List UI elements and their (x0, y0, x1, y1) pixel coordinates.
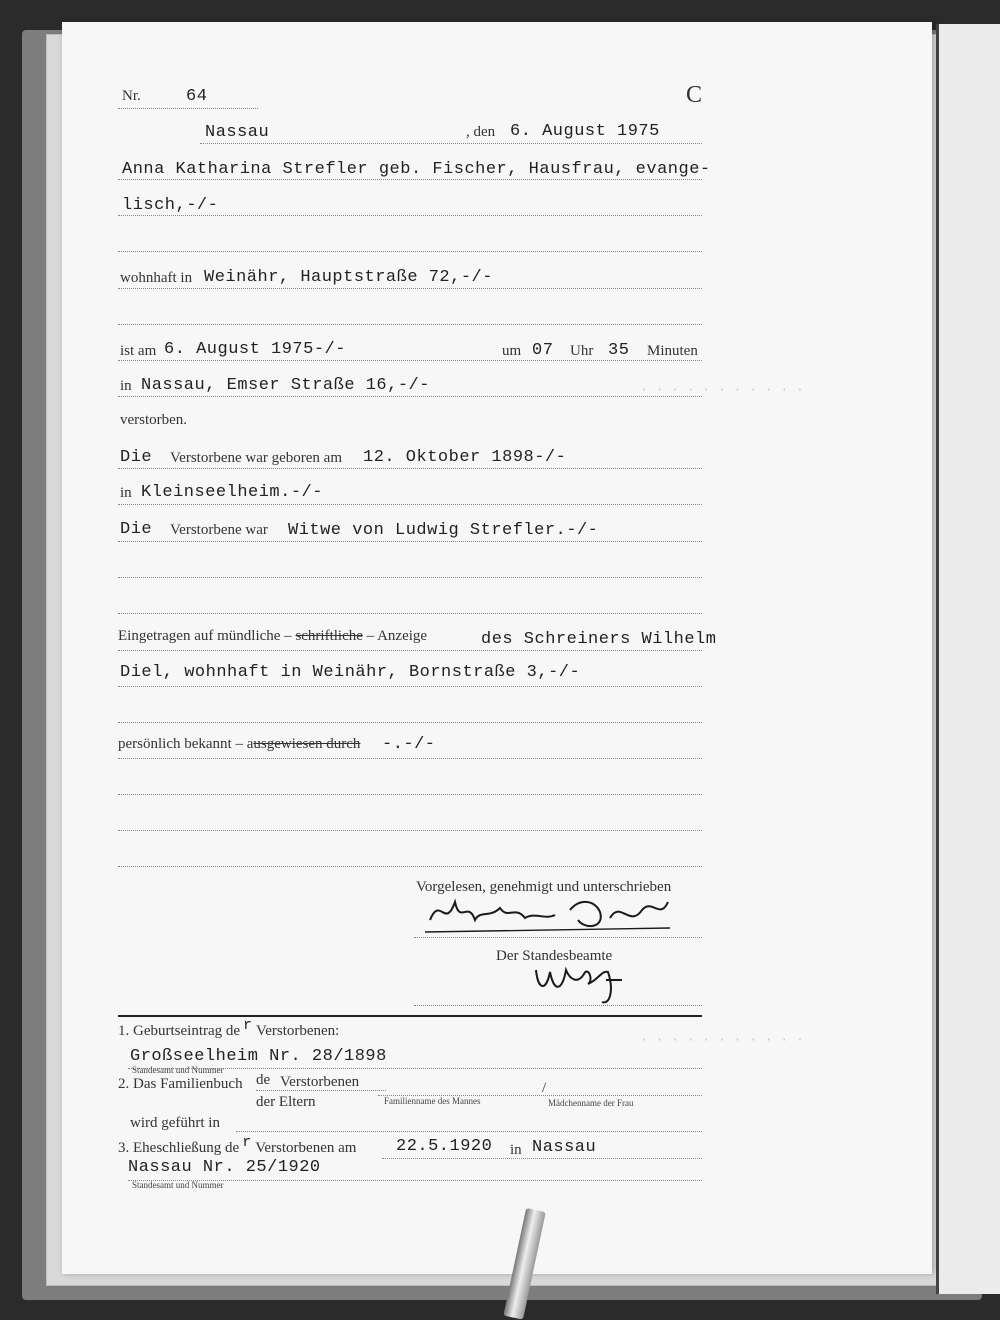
person-line-1: Anna Katharina Strefler geb. Fischer, Hausfrau, evange- (122, 160, 711, 179)
footer-item-2-caption-b: Mädchenname der Frau (548, 1098, 634, 1108)
uhr-label: Uhr (570, 343, 594, 359)
person-line-2: lisch,-/- (122, 196, 219, 215)
footer-item-1-text2: Verstorbenen: (256, 1023, 340, 1039)
birth-place-label: in (120, 485, 132, 501)
footer-item-2-eltern: der Eltern (256, 1094, 316, 1110)
nr-line (118, 108, 258, 109)
footer-item-3-suffix: r (242, 1134, 252, 1151)
birth-date: 12. Oktober 1898-/- (363, 448, 567, 467)
ruled-line (118, 468, 702, 469)
footer-item-2-slash: / (542, 1080, 547, 1096)
ruled-line (118, 758, 702, 759)
um-label: um (502, 343, 522, 359)
entry-value-1: des Schreiners Wilhelm (481, 630, 717, 649)
birth-label: Verstorbene war geboren am (170, 450, 343, 466)
ruled-line (118, 504, 702, 505)
ruled-line (118, 179, 702, 180)
ruled-line (118, 686, 702, 687)
footer-item-3-text2: Verstorbenen am (255, 1140, 357, 1156)
ruled-line (118, 288, 702, 289)
entry-label-a: Eingetragen auf mündliche – (118, 628, 292, 644)
ruled-line (118, 650, 702, 651)
registrar-label: Der Standesbeamte (496, 948, 613, 964)
place-date-line (200, 143, 702, 144)
footer-item-3-in: in (510, 1142, 522, 1158)
residence-label: wohnhaft in (120, 270, 193, 286)
footer-item-1-value: Großseelheim Nr. 28/1898 (130, 1047, 387, 1066)
ruled-line (118, 577, 702, 578)
identity-label (118, 736, 360, 753)
ruled-line (118, 794, 702, 795)
footer-item-2-caption-a: Familienname des Mannes (384, 1096, 481, 1106)
verstorben-label: verstorben. (120, 412, 188, 428)
footer-item-2-verstorbenen: Verstorbenen (280, 1074, 360, 1090)
ruled-line (118, 830, 702, 831)
entry-value-2: Diel, wohnhaft in Weinähr, Bornstraße 3,-/- (120, 663, 581, 682)
footer-item-3-date: 22.5.1920 (396, 1137, 493, 1156)
birth-die: Die (120, 448, 153, 467)
identity-label-text: persönlich bekannt – a (118, 736, 254, 752)
footer-item-1-caption: Standesamt und Nummer (132, 1065, 224, 1075)
status-value: Witwe von Ludwig Strefler.-/- (288, 521, 599, 540)
death-place-label: in (120, 378, 132, 394)
identity-value: -.-/- (382, 735, 436, 754)
footer-item-3-text: 3. Eheschließung de (118, 1140, 240, 1156)
place: Nassau (205, 123, 270, 142)
signature-line (414, 1005, 702, 1006)
residence-value: Weinähr, Hauptstraße 72,-/- (204, 268, 493, 287)
death-date: 6. August 1975-/- (164, 340, 346, 359)
date-prefix: , den (466, 124, 496, 140)
ruled-line (118, 541, 702, 542)
death-place: Nassau, Emser Straße 16,-/- (141, 376, 430, 395)
birth-place: Kleinseelheim.-/- (141, 483, 323, 502)
minuten-label: Minuten (647, 343, 698, 359)
nr-label: Nr. (122, 88, 141, 104)
facing-page-edge (936, 24, 1000, 1294)
death-date-label: ist am (120, 343, 157, 359)
footer-item-3-label (118, 1134, 357, 1157)
status-die: Die (120, 520, 153, 539)
footer-item-1-text: 1. Geburtseintrag de (118, 1023, 241, 1039)
registrar-signature (528, 950, 628, 1010)
footer-item-2-de: de (256, 1072, 271, 1088)
status-label: Verstorbene war (170, 522, 268, 538)
ruled-line (118, 324, 702, 325)
ruled-line (118, 866, 702, 867)
ruled-line (118, 215, 702, 216)
ruled-line (118, 722, 702, 723)
entry-label-b: – Anzeige (366, 628, 428, 644)
footer-item-3-caption: Standesamt und Nummer (132, 1180, 224, 1190)
bleed-through-text: · · · · · · · · · · · (640, 382, 804, 397)
date: 6. August 1975 (510, 122, 660, 141)
death-hour: 07 (532, 341, 554, 360)
footer-item-2-label: 2. Das Familienbuch (118, 1076, 243, 1092)
footer-item-1-label (118, 1017, 340, 1040)
bleed-through-text: · · · · · · · · · · · (640, 1032, 804, 1047)
footer-item-2-wird: wird geführt in (130, 1115, 220, 1131)
ruled-line (118, 396, 702, 397)
informant-signature (420, 890, 680, 940)
read-approved-label: Vorgelesen, genehmigt und unterschrieben (416, 879, 672, 895)
footer-divider (118, 1015, 702, 1017)
ruled-line (118, 251, 702, 252)
ruled-line (382, 1158, 702, 1159)
entry-label (118, 628, 427, 645)
ruled-line (118, 360, 702, 361)
ruled-line (118, 613, 702, 614)
footer-item-1-suffix: r (243, 1017, 253, 1034)
identity-struck: usgewiesen durch (253, 736, 361, 752)
ruled-line (256, 1090, 386, 1091)
signature-line (414, 937, 702, 938)
series-letter: C (686, 82, 703, 108)
footer-item-3-value: Nassau Nr. 25/1920 (128, 1158, 321, 1177)
death-minutes: 35 (608, 341, 630, 360)
entry-struck: schriftliche (295, 628, 363, 644)
footer-item-3-place: Nassau (532, 1138, 597, 1157)
nr-value: 64 (186, 87, 208, 106)
ruled-line (236, 1131, 702, 1132)
